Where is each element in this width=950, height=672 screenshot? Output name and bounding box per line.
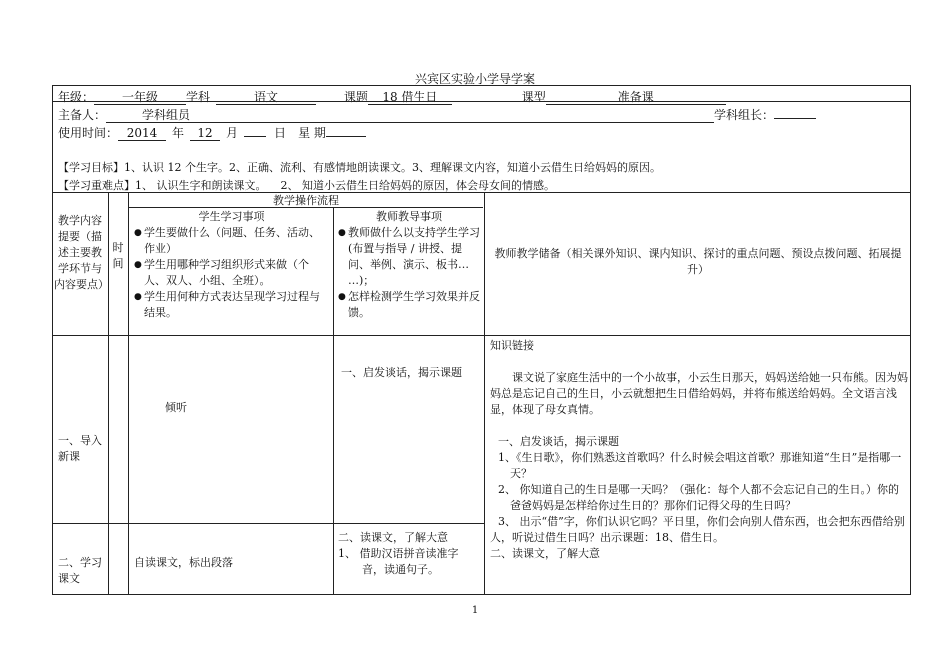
lesson-value: 18 借生日 (368, 90, 452, 105)
section-2-teacher-title: 二、读课文，了解大意 (338, 531, 448, 544)
focus-item-2: 2、 知道小云借生日给妈妈的原因，体会母女间的情感。 (280, 179, 555, 192)
document-title: 兴宾区实验小学导学案 (414, 72, 535, 86)
type-value: 准备课 (546, 90, 726, 105)
rule (52, 523, 484, 524)
time-label: 使用时间： (58, 126, 119, 140)
bullet-icon: ● (134, 260, 142, 270)
year-value: 2014 (118, 126, 166, 141)
leader-value (774, 118, 816, 119)
weekday-label: 星 期 (298, 126, 326, 140)
focus-item-1: 1、 认识生字和朗读课文。 (135, 179, 267, 192)
preparer-value: 学科组员 (106, 108, 714, 123)
month-unit: 月 (226, 126, 239, 140)
subject-label: 学科 (186, 90, 211, 104)
day-value (244, 136, 266, 137)
section-1-student: 倾听 (165, 401, 187, 414)
prep-question-2: 2、 你知道自己的生日是哪一天吗？（强化：每个人都不会忘记自己的生日。）你的爸爸妈妈是怎样给你过生日的？那你们记得父母的生日吗？ (498, 483, 899, 512)
lesson-label: 课题 (343, 90, 368, 104)
col-header-content: 教学内容提要（描述主要教学环节与内容要点） (54, 214, 109, 291)
grade-label: 年级： (58, 90, 95, 104)
section-2-student: 自读课文，标出段落 (134, 556, 233, 569)
section-2-teacher (338, 530, 480, 578)
flow-title: 教学操作流程 (273, 194, 339, 207)
prep-content (490, 338, 908, 562)
bullet-icon: ● (338, 292, 346, 302)
grade-value: 一年级 (94, 90, 186, 105)
prep-question-3: 3、 出示“借”字，你们认识它吗？平日里，你们会向别人借东西，也会把东西借给别人，听说过借生日吗？出示课题：18、借生日。 (490, 515, 905, 544)
day-unit: 日 (274, 126, 287, 140)
year-unit: 年 (172, 126, 185, 140)
prep-question-1: 1、《生日歌》，你们熟悉这首歌吗？什么时候会唱这首歌？那谁知道“生日”是指哪一天？ (498, 451, 902, 480)
type-label: 课型 (521, 90, 546, 104)
prep-section-1-title: 一、启发谈话，揭示课题 (498, 435, 619, 448)
knowledge-link-title: 知识链接 (490, 339, 534, 352)
bullet-icon: ● (134, 292, 142, 302)
student-column-head (134, 209, 329, 321)
rule (52, 335, 911, 336)
header-row-preparer (58, 106, 816, 123)
rule (108, 192, 109, 595)
bullet-icon: ● (338, 228, 346, 238)
bullet-icon: ● (134, 228, 142, 238)
student-item: ● 学生要做什么（问题、任务、活动、作业） (134, 226, 320, 255)
rule (52, 101, 911, 102)
teacher-column-head (338, 209, 480, 321)
learning-focus (58, 177, 555, 193)
teacher-item: ● 怎样检测学生学习效果并反馈。 (338, 290, 480, 319)
student-title: 学生学习事项 (198, 210, 265, 223)
header-row-time (58, 124, 366, 141)
prep-column-head: 教师教学储备（相关课外知识、课内知识、探讨的重点问题、预设点拨问题、拓展提升） (494, 247, 902, 276)
focus-label: 【学习重难点】 (58, 179, 135, 192)
rule (484, 192, 485, 595)
leader-label: 学科组长： (714, 108, 775, 122)
student-item: ● 学生用哪种学习组织形式来做（个人、双人、小组、全班）。 (134, 258, 309, 287)
col-header-time: 时间 (112, 241, 124, 270)
teacher-title: 教师教导事项 (376, 210, 442, 223)
subject-value: 语文 (216, 90, 316, 105)
preparer-label: 主备人： (58, 108, 107, 122)
section-2-teacher-item: 1、 借助汉语拼音读准字音，读通句子。 (338, 547, 459, 576)
month-value: 12 (190, 126, 220, 141)
prep-section-2-title: 二、读课文，了解大意 (490, 547, 600, 560)
student-item: ● 学生用何种方式表达呈现学习过程与结果。 (134, 290, 320, 319)
section-2-content: 二、学习课文 (58, 556, 102, 585)
teacher-item: ● 教师做什么以支持学生学习(布置与指导 / 讲授、提问、举例、演示、板书… …)； (338, 226, 480, 287)
header-row-grade (58, 88, 726, 105)
knowledge-link-paragraph: 课文说了家庭生活中的一个小故事，小云生日那天，妈妈送给她一只布熊。因为妈妈总是忘记自己的生日，小云就想把生日借给妈妈，并将布熊送给妈妈。全文语言浅显，体现了母女真情。 (490, 371, 908, 416)
page-number: 1 (471, 605, 479, 616)
section-1-teacher: 一、启发谈话，揭示课题 (341, 366, 462, 379)
section-1-content: 一、导入新课 (58, 434, 102, 463)
learning-goals: 【学习目标】1、认识 12 个生字。2、正确、流利、有感情地朗读课文。3、理解课文内容，知道小云借生日给妈妈的原因。 (58, 161, 661, 174)
rule (333, 207, 334, 595)
rule (128, 192, 129, 595)
weekday-value (326, 136, 366, 137)
